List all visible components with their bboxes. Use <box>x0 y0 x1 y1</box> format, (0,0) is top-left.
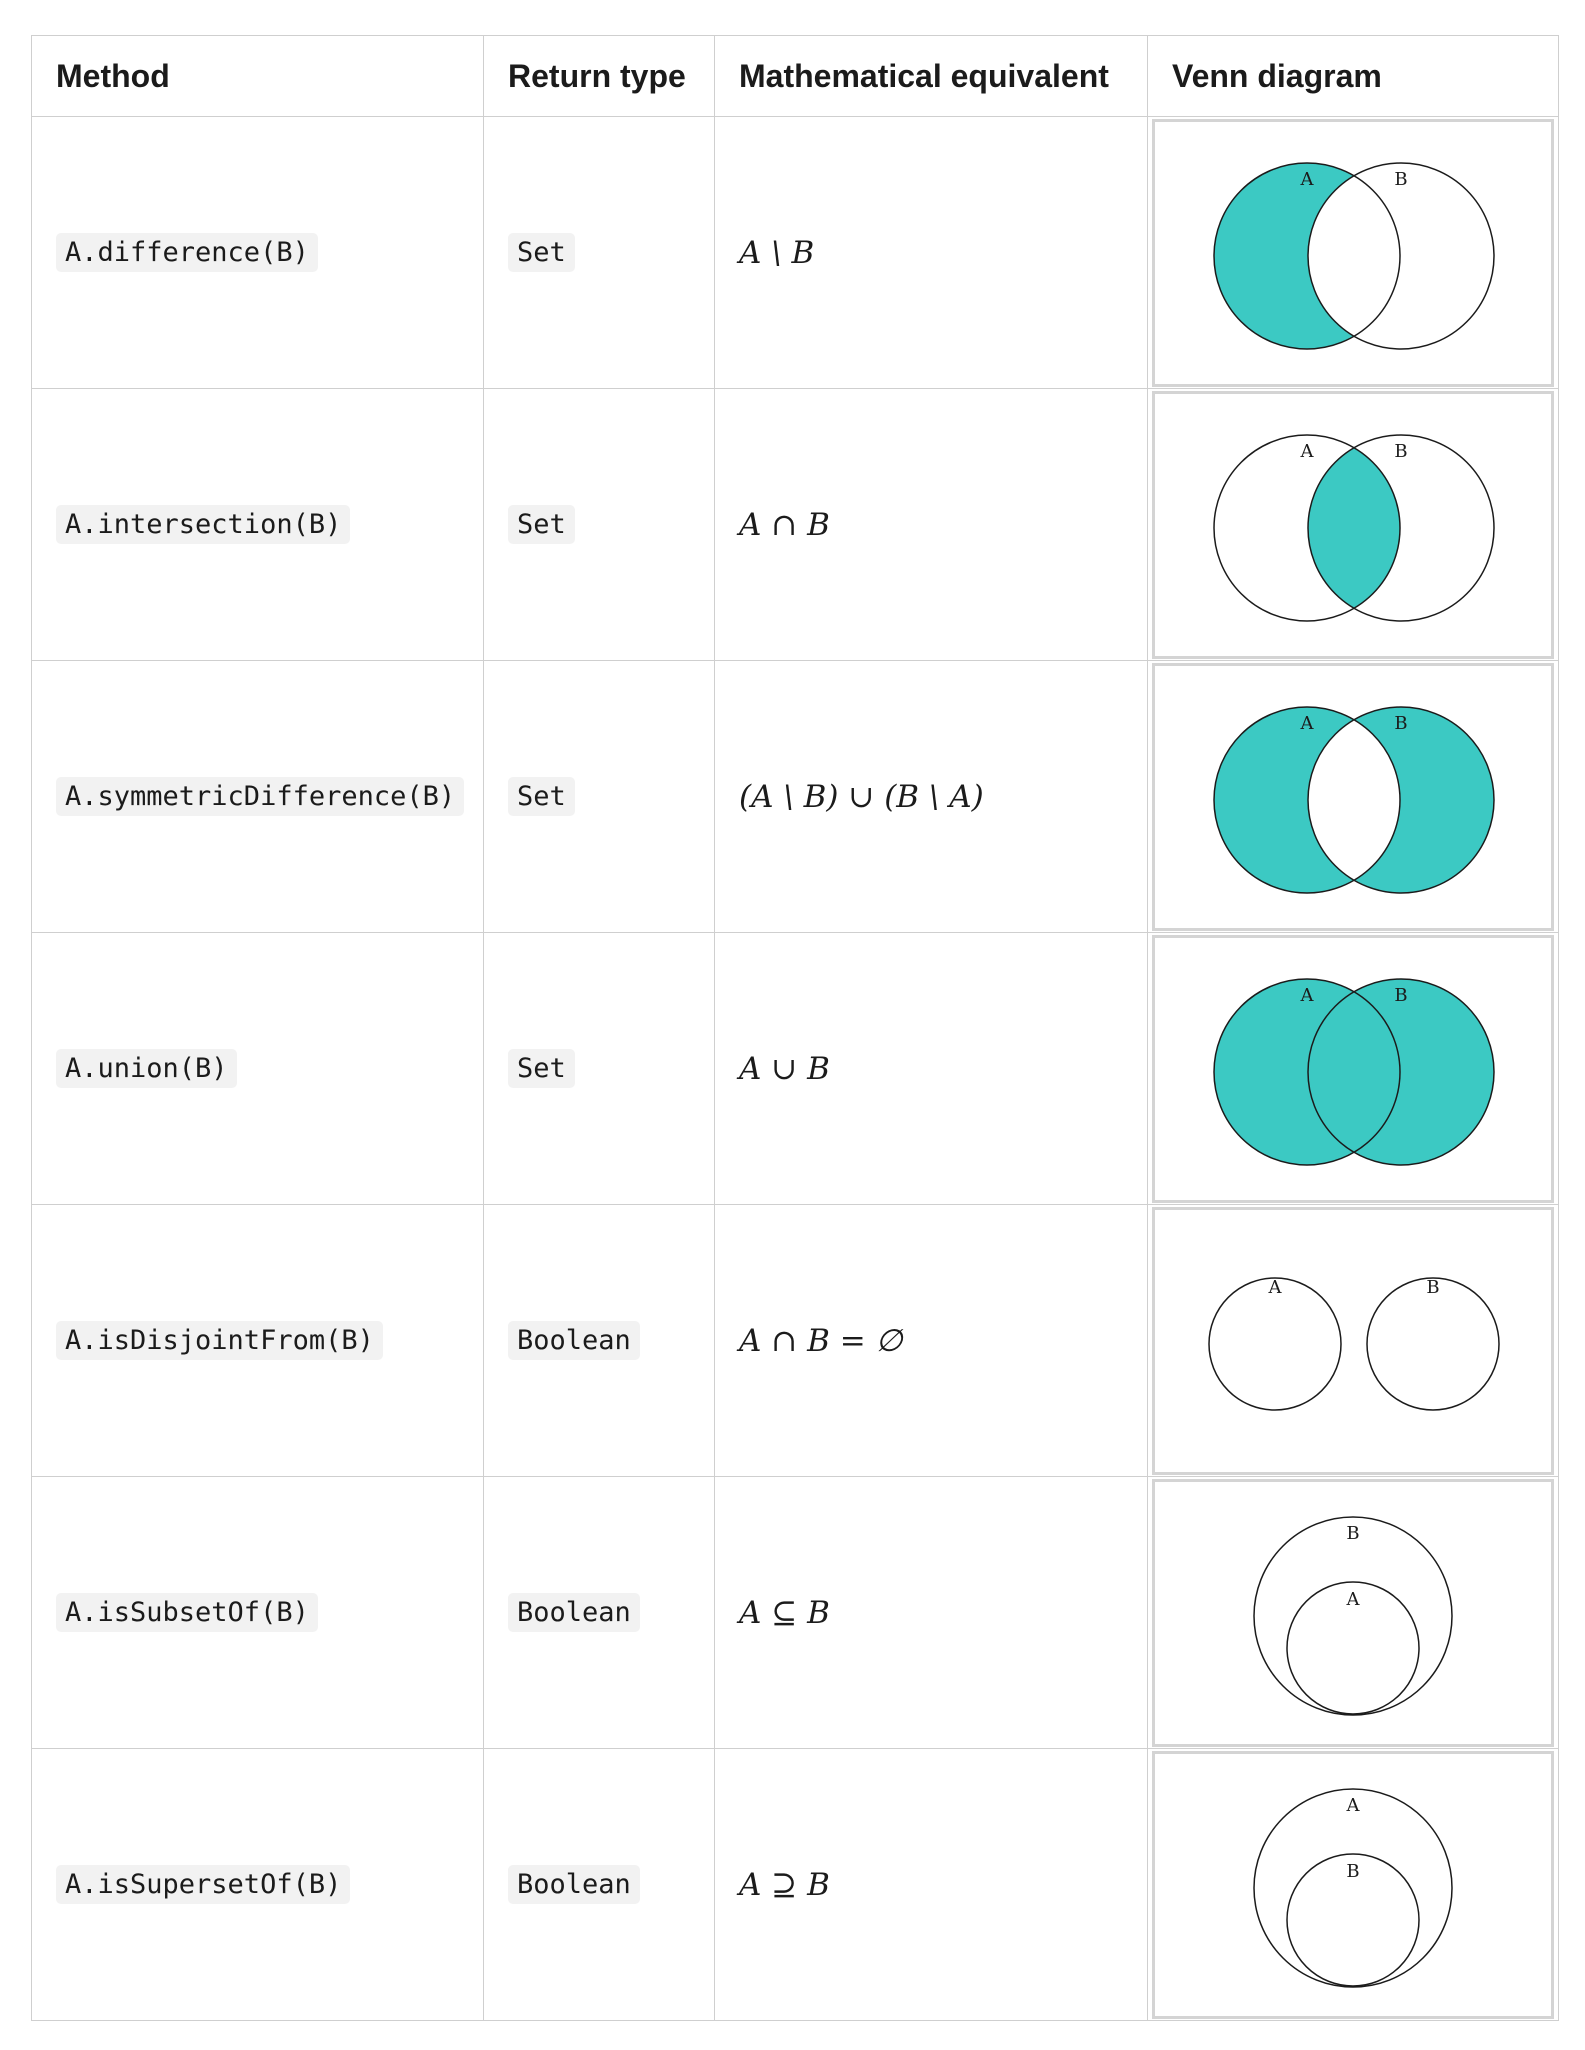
venn-diagram-difference <box>1152 119 1554 387</box>
label-b: B <box>1346 1523 1360 1544</box>
venn-cell <box>1148 1477 1559 1749</box>
venn-diagram-superset <box>1152 1751 1554 2019</box>
math-cell <box>715 933 1148 1205</box>
method-code: A.intersection(B) <box>56 505 350 544</box>
venn-cell <box>1148 933 1559 1205</box>
venn-svg <box>1155 122 1551 384</box>
math-expression: (A \ B) ∪ (B \ A) <box>739 778 984 815</box>
return-type-cell <box>484 661 715 933</box>
label-a: A <box>1300 441 1314 462</box>
return-type-code: Boolean <box>508 1321 640 1360</box>
method-code: A.isDisjointFrom(B) <box>56 1321 383 1360</box>
return-type-code: Boolean <box>508 1865 640 1904</box>
header-row <box>32 36 1559 117</box>
return-type-cell <box>484 1477 715 1749</box>
label-a: A <box>1300 169 1314 190</box>
math-expression: A \ B <box>739 234 815 271</box>
math-cell <box>715 661 1148 933</box>
method-cell <box>32 933 484 1205</box>
label-b: B <box>1394 713 1408 734</box>
label-a: A <box>1346 1589 1360 1610</box>
circle-a-shaded-region <box>1214 163 1400 349</box>
method-code: A.isSubsetOf(B) <box>56 1593 318 1632</box>
return-type-code: Set <box>508 233 575 272</box>
method-cell <box>32 117 484 389</box>
return-type-cell <box>484 1749 715 2021</box>
label-b: B <box>1394 441 1408 462</box>
label-b: B <box>1394 169 1408 190</box>
return-type-cell <box>484 389 715 661</box>
table-row <box>32 661 1559 933</box>
venn-svg <box>1155 1210 1551 1472</box>
method-cell <box>32 1205 484 1477</box>
math-cell <box>715 1205 1148 1477</box>
label-b: B <box>1394 985 1408 1006</box>
method-code: A.difference(B) <box>56 233 318 272</box>
header-venn: Venn diagram <box>1148 36 1559 117</box>
table-row <box>32 1205 1559 1477</box>
venn-diagram-intersection <box>1152 391 1554 659</box>
label-a: A <box>1300 713 1314 734</box>
return-type-code: Boolean <box>508 1593 640 1632</box>
circle-b-fill <box>1308 979 1494 1165</box>
return-type-code: Set <box>508 505 575 544</box>
circle-b-outer <box>1254 1517 1452 1715</box>
method-code: A.isSupersetOf(B) <box>56 1865 350 1904</box>
header-method: Method <box>32 36 484 117</box>
table-row <box>32 1749 1559 2021</box>
venn-diagram-subset <box>1152 1479 1554 1747</box>
overlap-shaded-region <box>1214 435 1400 621</box>
venn-diagram-disjoint <box>1152 1207 1554 1475</box>
math-expression: A ⊆ B <box>739 1594 830 1631</box>
method-cell <box>32 661 484 933</box>
math-cell <box>715 117 1148 389</box>
return-type-cell <box>484 1205 715 1477</box>
header-math: Mathematical equivalent <box>715 36 1148 117</box>
return-type-cell <box>484 117 715 389</box>
label-b: B <box>1426 1277 1440 1298</box>
venn-svg <box>1155 1754 1551 2016</box>
math-expression: A ⊇ B <box>739 1866 830 1903</box>
return-type-code: Set <box>508 777 575 816</box>
venn-diagram-symmetric-difference <box>1152 663 1554 931</box>
return-type-code: Set <box>508 1049 575 1088</box>
table-row <box>32 117 1559 389</box>
method-cell <box>32 1477 484 1749</box>
label-a: A <box>1268 1277 1282 1298</box>
venn-cell <box>1148 661 1559 933</box>
math-cell <box>715 1477 1148 1749</box>
method-cell <box>32 389 484 661</box>
math-expression: A ∪ B <box>739 1050 830 1087</box>
label-a: A <box>1300 985 1314 1006</box>
venn-cell <box>1148 1205 1559 1477</box>
math-expression: A ∩ B = ∅ <box>739 1322 903 1359</box>
method-code: A.union(B) <box>56 1049 237 1088</box>
venn-svg <box>1155 394 1551 656</box>
math-cell <box>715 1749 1148 2021</box>
table-row <box>32 933 1559 1205</box>
label-b: B <box>1346 1861 1360 1882</box>
venn-cell <box>1148 389 1559 661</box>
venn-cell <box>1148 1749 1559 2021</box>
header-return-type: Return type <box>484 36 715 117</box>
math-expression: A ∩ B <box>739 506 830 543</box>
math-cell <box>715 389 1148 661</box>
venn-diagram-union <box>1152 935 1554 1203</box>
return-type-cell <box>484 933 715 1205</box>
venn-cell <box>1148 117 1559 389</box>
table-row <box>32 1477 1559 1749</box>
label-a: A <box>1346 1795 1360 1816</box>
circle-a-outer <box>1254 1789 1452 1987</box>
venn-svg <box>1155 666 1551 928</box>
table-row <box>32 389 1559 661</box>
venn-svg <box>1155 938 1551 1200</box>
venn-svg <box>1155 1482 1551 1744</box>
method-cell <box>32 1749 484 2021</box>
method-code: A.symmetricDifference(B) <box>56 777 464 816</box>
set-methods-table <box>31 35 1559 2021</box>
